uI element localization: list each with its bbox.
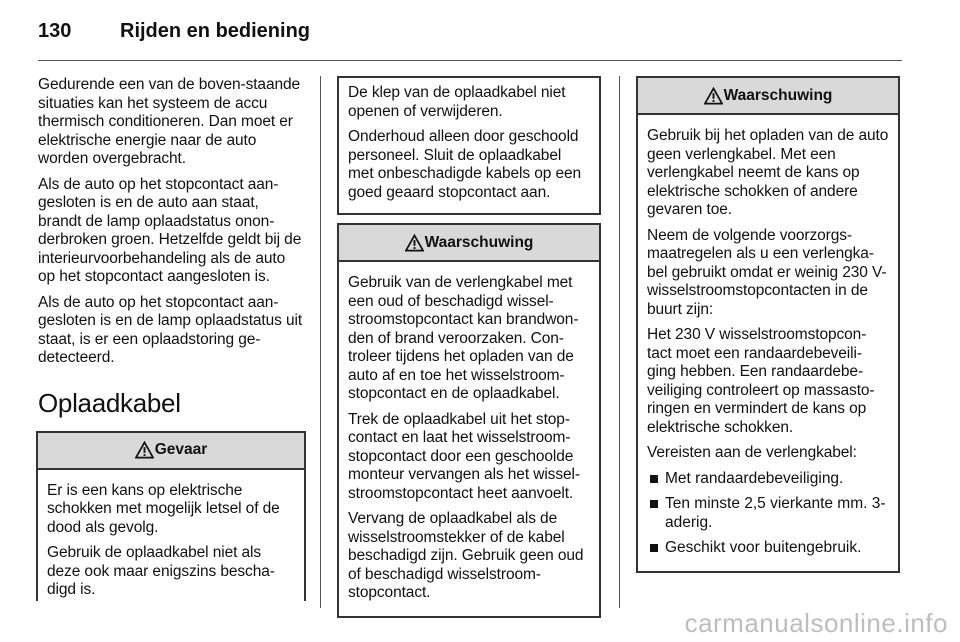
warning-box-header [638,78,898,115]
warning-triangle-icon [704,87,723,105]
warning-box [337,223,601,618]
paragraph: Neem de volgende voorzorgs-maatregelen als u een verlengka-bel gebruikt omdat er weinig 230 V-wisselstroomstopcontacten in de buurt zijn: [647,226,887,318]
warning-box-label: Waarschuwing [723,86,833,104]
column-divider-1 [320,76,321,608]
paragraph: Als de auto op het stopcontact aan-gesloten is en de lamp oplaadstatus uit staat, is er een oplaadstoring ge-detecteerd. [38,293,303,366]
requirements-list [647,470,889,558]
paragraph: Vervang de oplaadkabel als de wisselstroomstekker of de kabel beschadigd zijn. Gebruik geen oud of beschadigd wisselstroom-stopcontact. [348,510,584,601]
paragraph: Gedurende een van de boven-staande situaties kan het systeem de accu thermisch conditioneren. Dan moet er elektrische energie naar de auto worden overgebracht. [38,76,301,167]
column-1 [38,76,306,601]
paragraph: Gebruik van de verlengkabel met een oud of beschadigd wissel-stroomstopcontact kan brandwon-den of brand veroorzaken. Con-troleer tijdens het opladen van de auto af en toe het wisselstroom-stopcontact en de oplaadkabel. [348,274,579,402]
header-divider [38,60,902,61]
paragraph: De klep van de oplaadkabel niet openen of verwijderen. [348,84,566,120]
danger-box [36,431,306,601]
paragraph: Trek de oplaadkabel uit het stop-contact en laat het wisselstroom-stopcontact door een geschoolde monteur vervangen als het wissel-stroomstopcontact heet aanvoelt. [348,410,580,502]
paragraph: Als de auto op het stopcontact aan-gesloten is en de auto aan staat, brandt de lamp oplaadstatus onon-derbroken groen. Hetzelfde geldt bij de interieurvoorbehandeling als de auto op het stopcontact aangesloten is. [38,175,302,285]
warning-triangle-icon [405,234,424,252]
danger-box-label: Gevaar [154,441,208,458]
list-item: Ten minste 2,5 vierkante mm. 3-aderig. [647,495,889,532]
list-item: Geschikt voor buitengebruik. [647,539,889,558]
danger-box-body [38,470,304,613]
column-divider-2 [619,76,620,608]
column-3 [638,76,900,573]
paragraph: Onderhoud alleen door geschoold personeel. Sluit de oplaadkabel met onbeschadigde kabels op een goed geaard stopcontact aan. [348,128,582,201]
paragraph: Vereisten aan de verlengkabel: [647,444,857,461]
continued-danger-box-body [339,78,599,213]
page-header [38,20,310,44]
continued-danger-box [337,76,601,215]
warning-box-label: Waarschuwing [424,233,534,251]
column-2 [339,76,601,618]
page-title: Rijden en bediening [120,20,311,42]
warning-triangle-icon [135,441,154,459]
warning-box-body [339,262,599,616]
section-heading: Oplaadkabel [38,387,181,418]
warning-box [636,76,900,573]
watermark: carmanualsonline.info [684,608,948,638]
danger-box-header [38,433,304,470]
paragraph: Gebruik bij het opladen van de auto geen verlengkabel. Met een verlengkabel neemt de kans op elektrische schokken of andere gevaren toe. [647,127,889,218]
list-item: Met randaardebeveiliging. [647,470,889,489]
paragraph: Gebruik de oplaadkabel niet als deze ook maar enigszins bescha-digd is. [47,544,275,598]
page-number: 130 [38,20,72,42]
warning-box-header [339,225,599,262]
warning-box-body [638,115,898,571]
paragraph: Er is een kans op elektrische schokken met mogelijk letsel of de dood als gevolg. [47,481,280,536]
paragraph: Het 230 V wisselstroomstopcon-tact moet een randaardebeveili-ging hebben. Een randaardebe-veiliging controleert op massasto-ringen en vermindert de kans op elektrische schokken. [647,326,875,436]
